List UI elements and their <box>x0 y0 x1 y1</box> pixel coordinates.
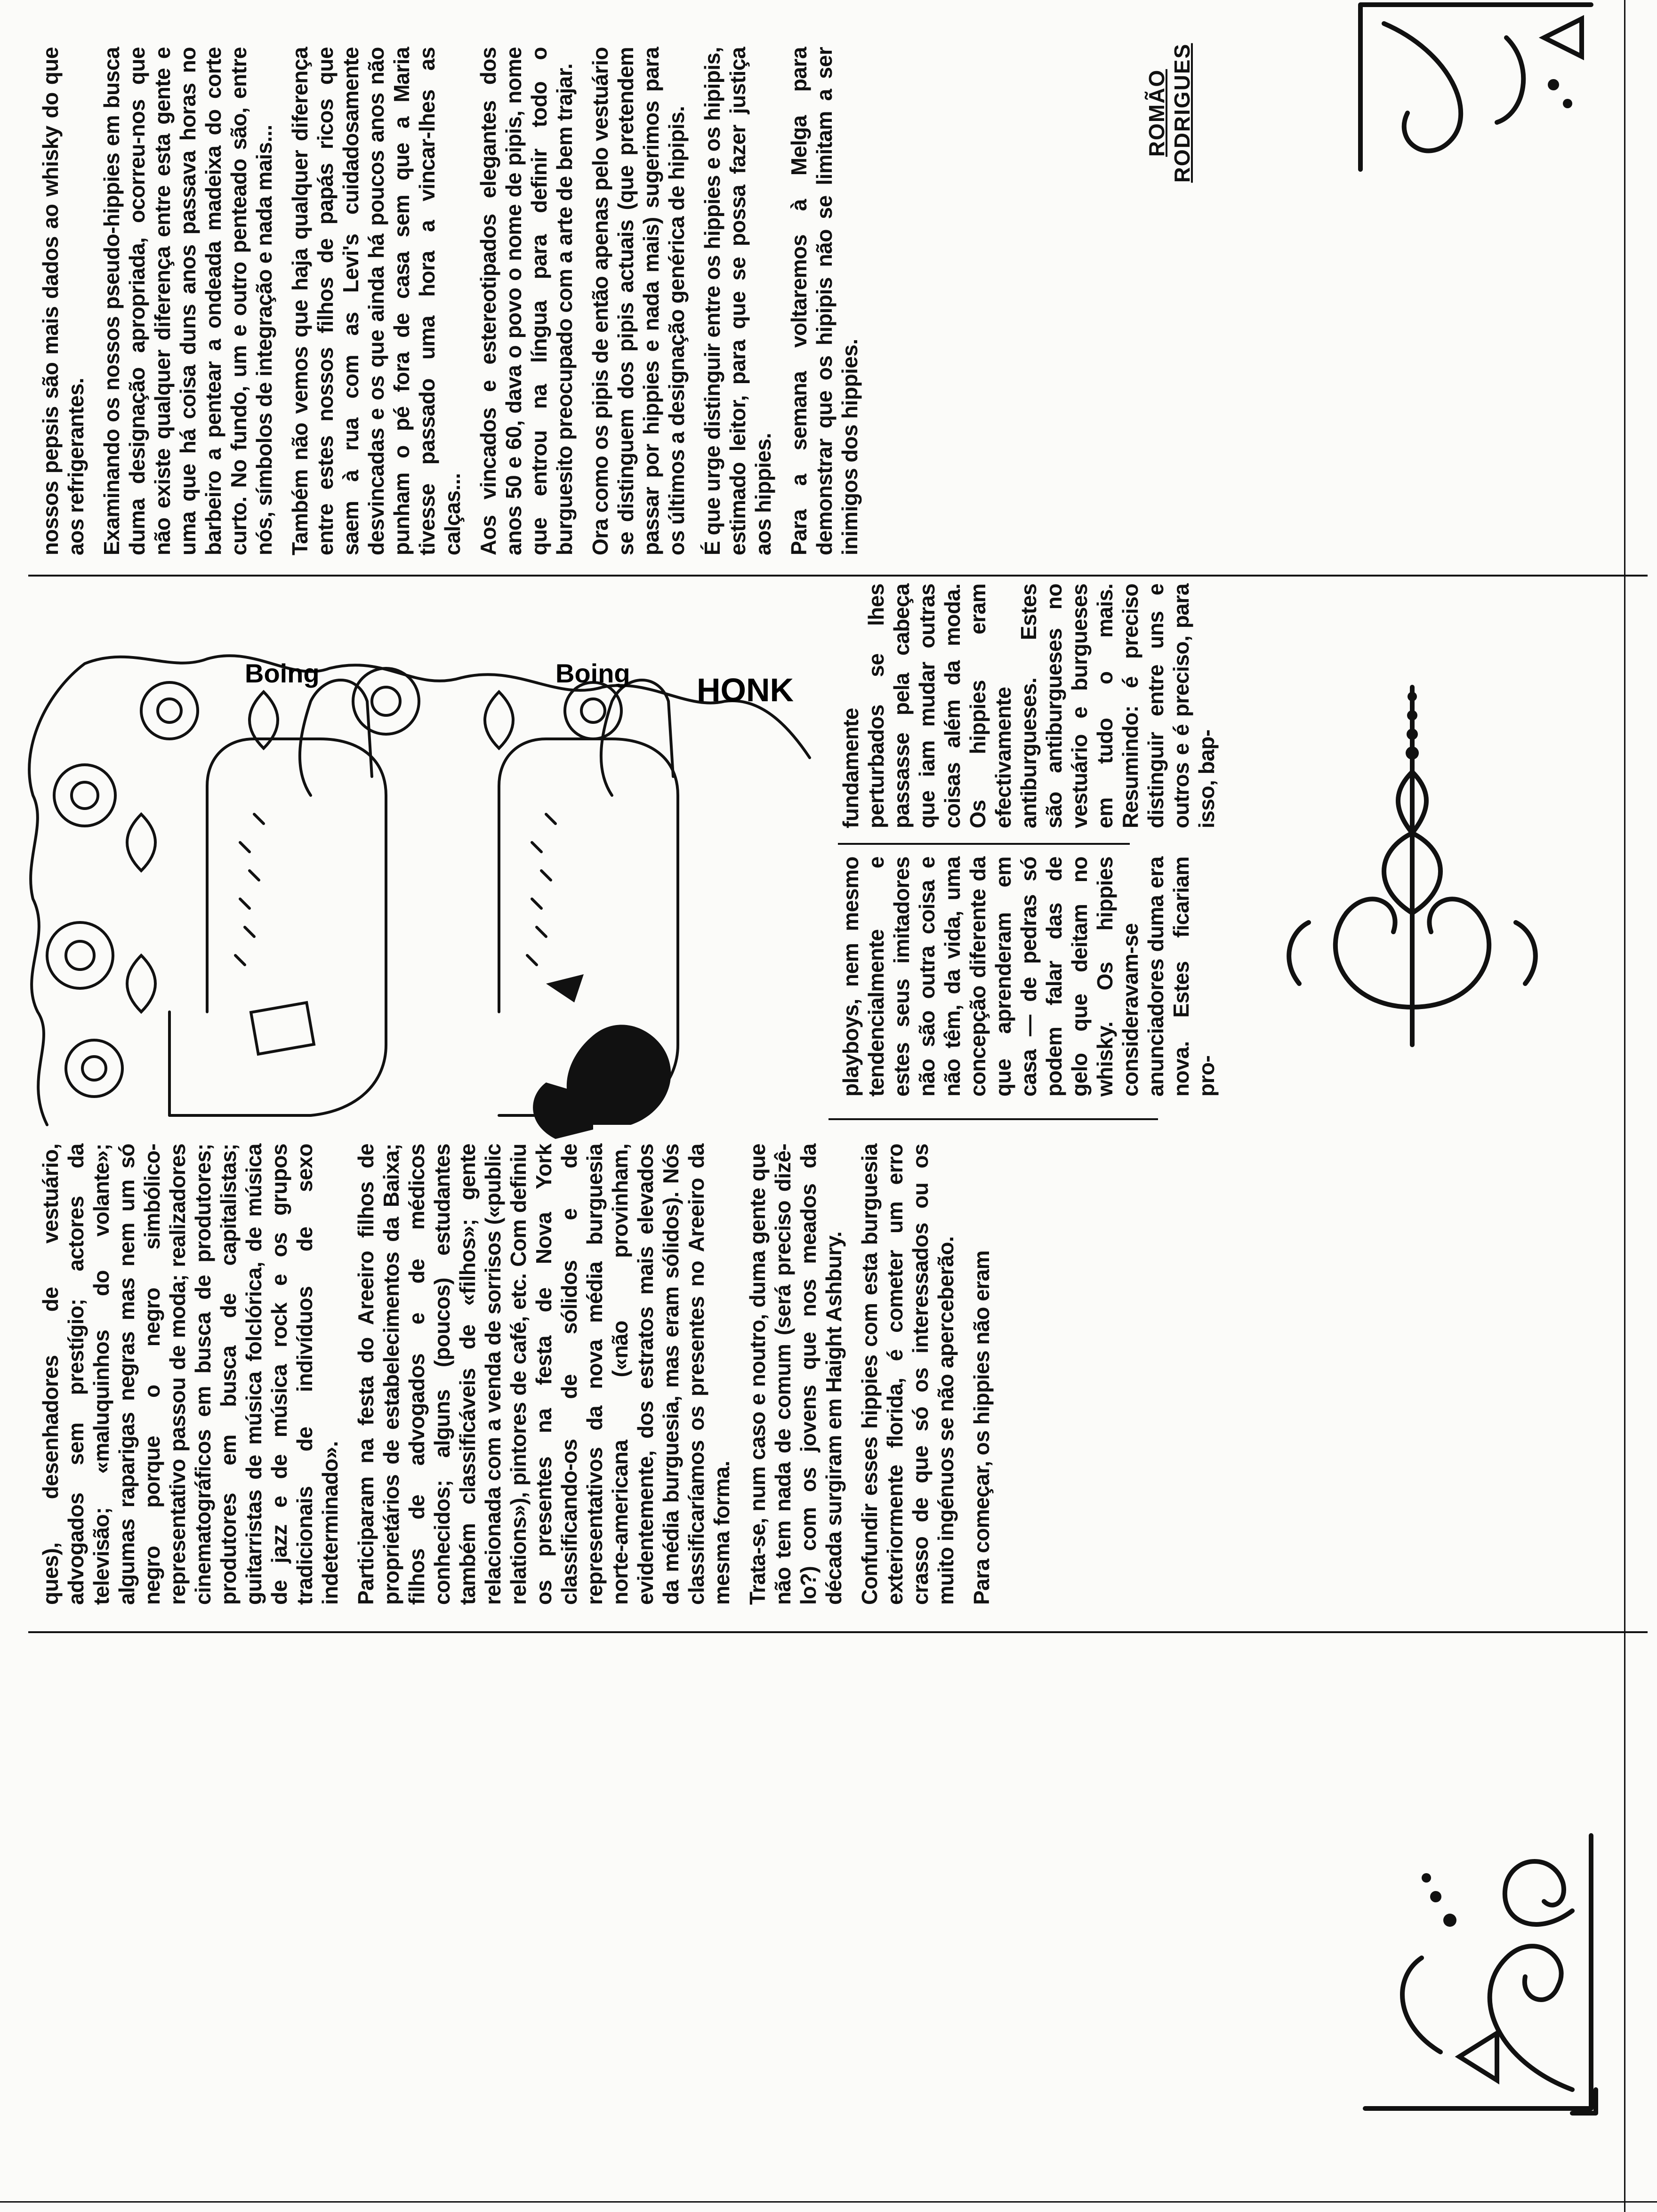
article-column-2 <box>838 857 1230 1097</box>
corner-ornament-right <box>1356 0 1601 179</box>
boing-sound-text-2: Boing <box>555 658 630 688</box>
paragraph: Confundir esses hippies com esta burguesia exteriormente florida, é cometer um erro crasso de que só os interessados ou os muito ingénuos se não aperceberão. <box>857 1144 958 1605</box>
paragraph: ques), desenhadores de vestuário, advogados sem prestígio; actores da televisão; «maluquinhos do volante»; algumas raparigas negras mas nem um só negro porque o negro simbólico-representativo passou de moda; realizadores cinematográficos em busca de produtores; produtores em busca de capitalistas; guitarristas de música folclórica, de música de jazz e de música rock e os grupos tradicionais de indivíduos de sexo indeterminado». <box>38 1144 342 1605</box>
paragraph: É que urge distinguir entre os hippies e os hipipis, estimado leitor, para que se possa fazer justiça aos hippies. <box>700 47 775 555</box>
honk-sound-text: HONK <box>697 672 794 708</box>
boing-sound-text: Boing <box>245 658 320 688</box>
paragraph: fundamente perturbados se lhes passasse pela cabeça que iam mudar outras coisas além da moda. Os hippies eram efectivamente antiburgueses. Estes são antiburgueses no vestuário e burgueses em tudo o mais. Resumindo: é preciso distinguir entre uns e outros e é preciso, para isso, bap- <box>838 584 1219 828</box>
page-edge-rule <box>1624 0 1625 2212</box>
cartoon-illustration <box>28 645 828 1153</box>
article-column-3 <box>838 584 1230 828</box>
column-rule-middle-2 <box>838 843 1130 845</box>
paragraph: Trata-se, num caso e noutro, duma gente que não tem nada de comum (será preciso dizê-lo?) com os jovens que nos meados da década surgiram em Haight Ashbury. <box>745 1144 846 1605</box>
center-ornament <box>1205 678 1619 1054</box>
paragraph: Ora como os pipis de então apenas pelo vestuário se distinguem dos pipis actuais (que pretendem passar por hippies e nada mais) sugerimos para os últimos a designação genérica de hipipis. <box>588 47 689 555</box>
corner-ornament-left <box>1356 1826 1601 2118</box>
paragraph: Examinando os nossos pseudo-hippies em busca duma designação apropriada, ocorreu-nos que não existe qualquer diferença entre esta gente e uma que há coisa duns anos passava horas no barbeiro a pentear a ondeada madeixa do corte curto. No fundo, um e outro penteado são, entre nós, símbolos de integração e nada mais... <box>99 47 276 555</box>
paragraph: Para começar, os hippies não eram <box>969 1250 994 1605</box>
page-edge-rule-bottom <box>0 2201 1657 2203</box>
article-column-1 <box>38 1144 1005 1605</box>
paragraph: Aos vincados e estereotipados elegantes dos anos 50 e 60, dava o povo o nome de pipis, nome que entrou na língua para definir todo o burguesito preocupado com a arte de bem trajar. <box>476 47 577 555</box>
paragraph: Participaram na festa do Areeiro filhos de proprietários de estabelecimentos da Baixa; filhos de advogados e de médicos conhecidos; alguns (poucos) estudantes também classificáveis de «filhos»; gente relacionada com a venda de sorrisos («public relations»), pintores de café, etc. Com definiu os presentes na festa de Nova York classificando-os de sólidos e de representativos da nova média burguesia norte-americana («não provinham, evidentemente, dos estratos mais elevados da média burguesia, mas eram sólidos). Nós classificaríamos os presentes no Areeiro da mesma forma. <box>354 1144 734 1605</box>
paragraph: Para a semana voltaremos à Melga para demonstrar que os hipipis não se limitam a ser inimigos dos hippies. <box>787 47 862 555</box>
column-rule-right <box>28 575 1648 577</box>
paragraph: playboys, nem mesmo tendencialmente e estes seus imitadores não são outra coisa e não têm, da vida, uma concepção diferente da que aprenderam em casa — de pedras só podem falar das de gelo que deitam no whisky. Os hippies consideravam-se anunciadores duma era nova. Estes ficariam pro- <box>838 857 1219 1097</box>
paragraph: Também não vemos que haja qualquer diferença entre estes nossos filhos de papás ricos que saem à rua com as Levi's cuidadosamente desvincadas e os que ainda há poucos anos não punham o pé fora de casa sem que a Maria tivesse passado uma hora a vincar-lhes as calças... <box>288 47 465 555</box>
article-column-4 <box>38 47 873 555</box>
author-signature: ROMÃO RODRIGUES <box>1144 43 1194 183</box>
column-rule-left <box>28 1631 1648 1633</box>
column-rule-middle <box>828 1118 1158 1120</box>
paragraph: nossos pepsis são mais dados ao whisky do que aos refrigerantes. <box>38 47 88 555</box>
